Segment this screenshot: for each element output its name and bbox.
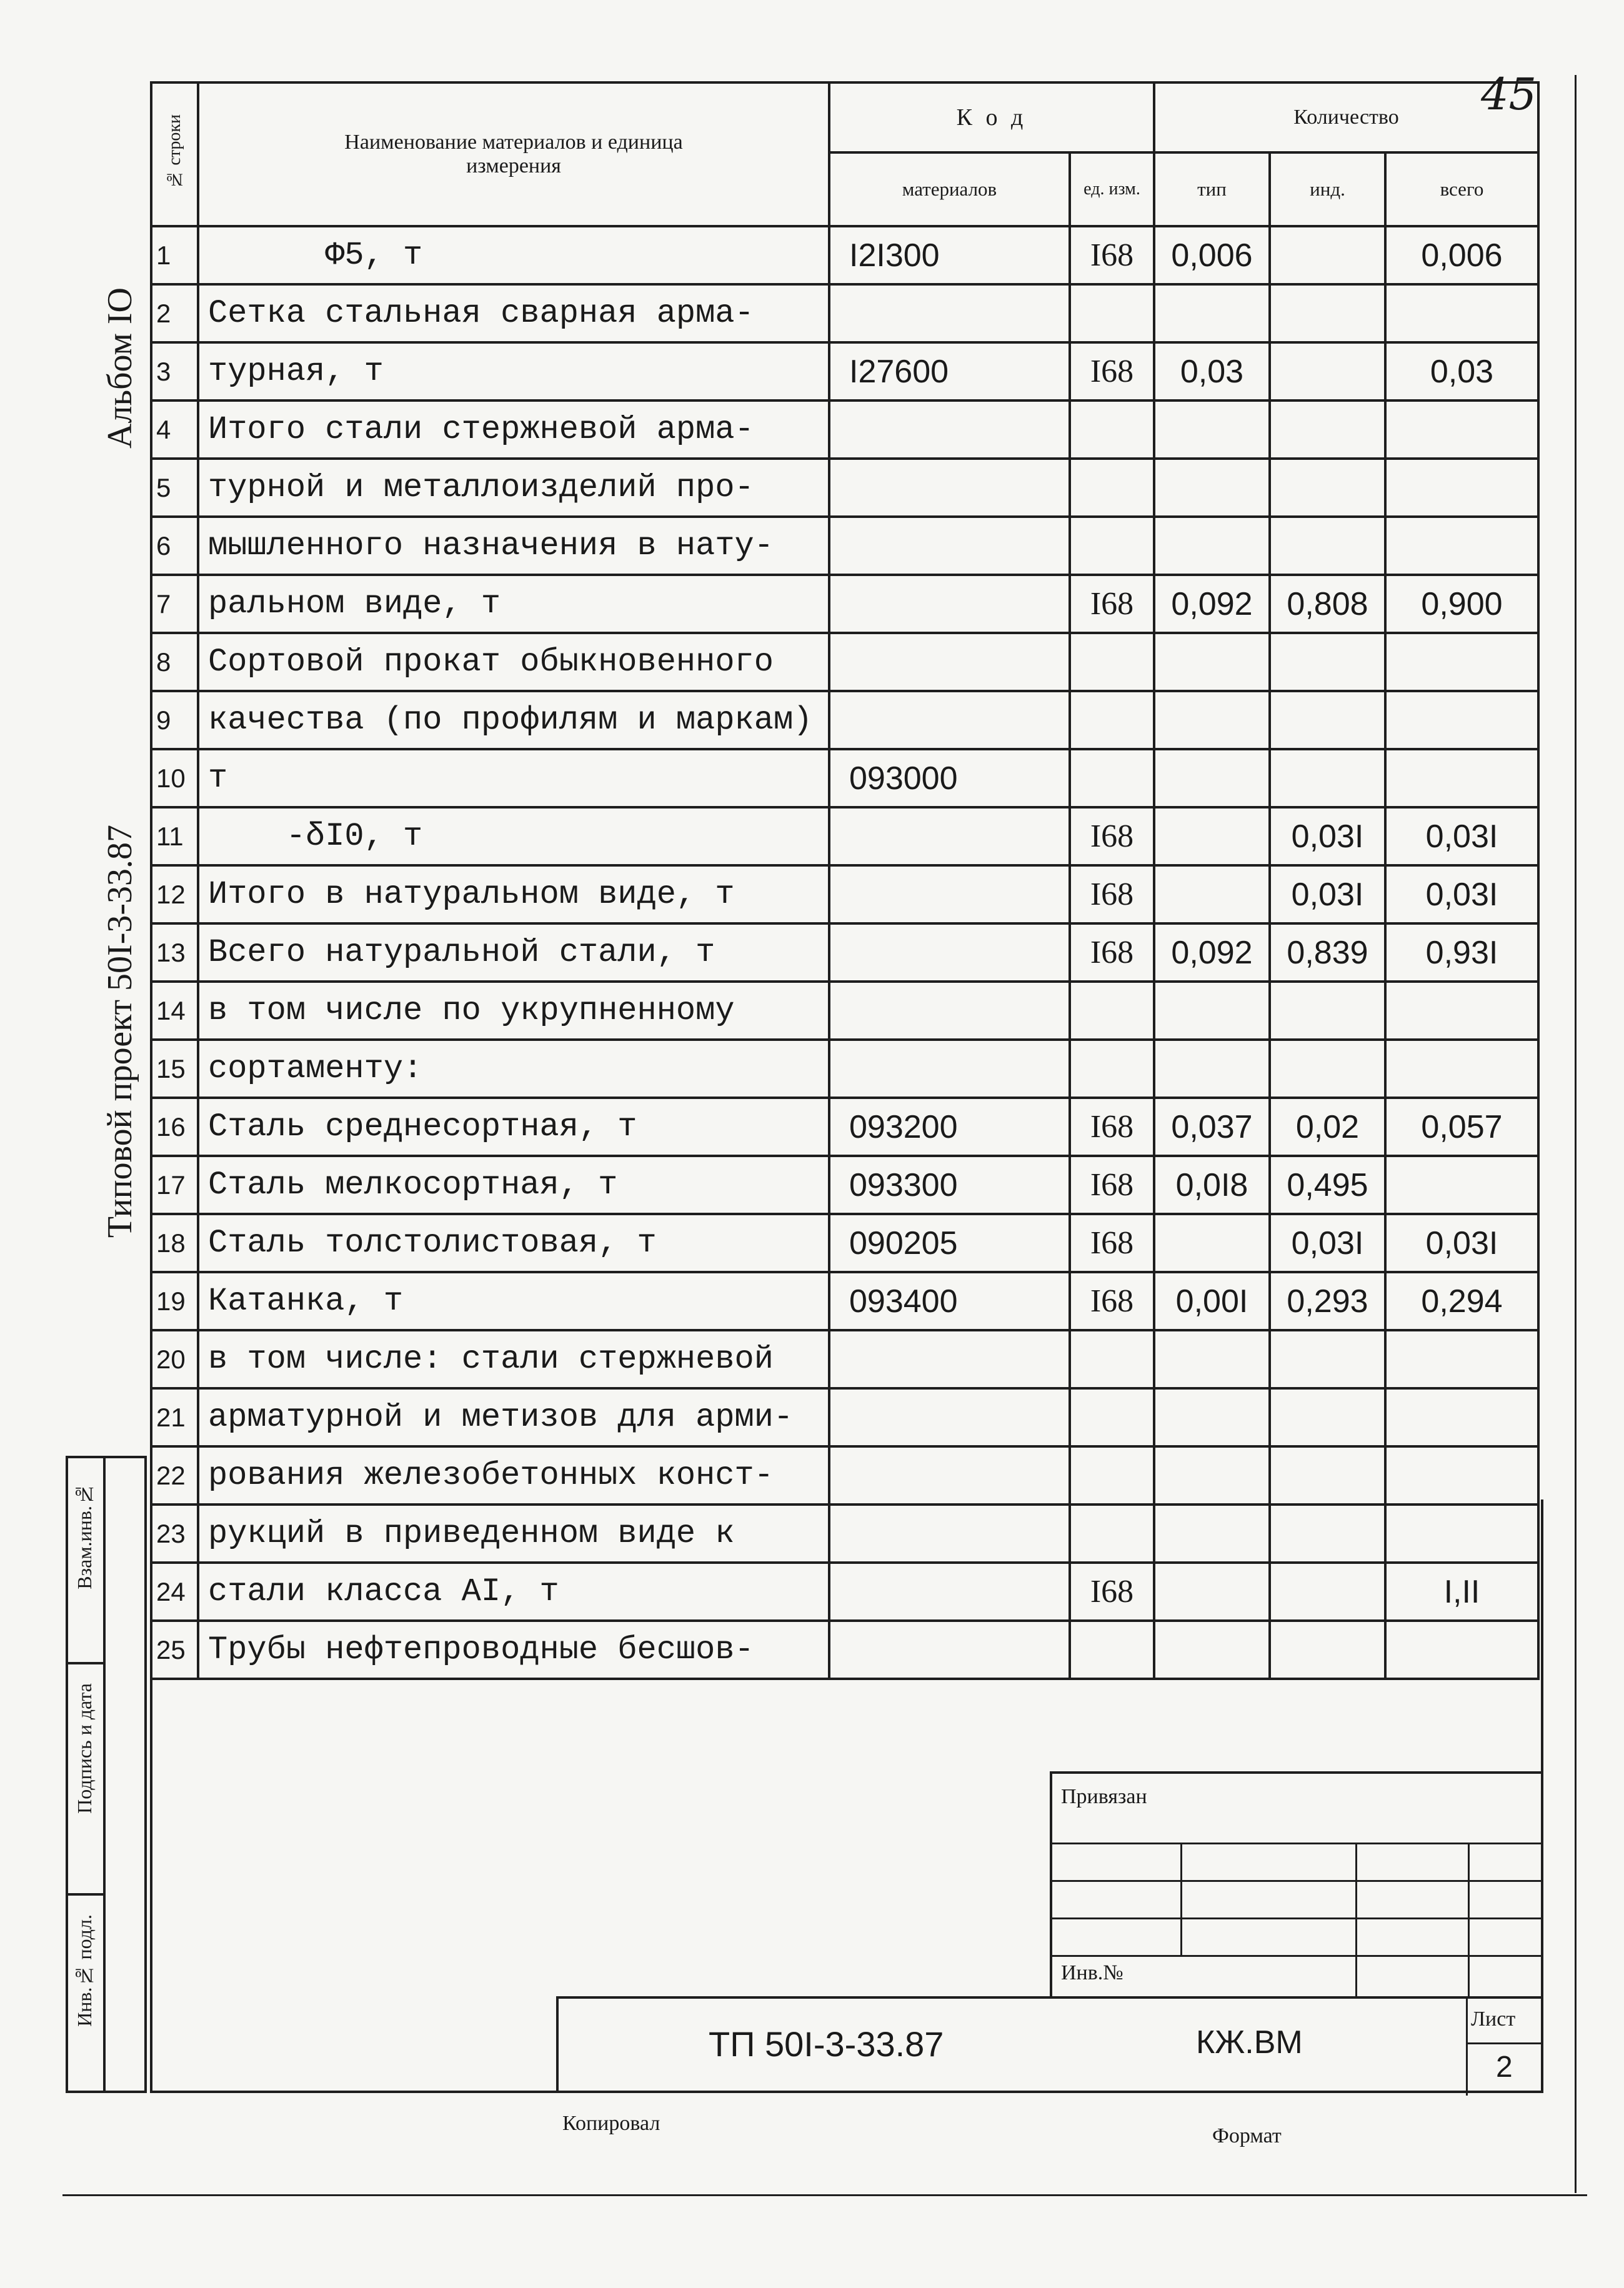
table-row (151, 517, 1538, 575)
row-qty-type (1154, 459, 1270, 517)
row-name: рования железобетонных конст- (198, 1446, 829, 1505)
row-material-code (829, 1446, 1070, 1505)
row-qty-ind (1270, 226, 1385, 284)
row-material-code: 093300 (829, 1156, 1070, 1214)
row-unit-code (1070, 1388, 1154, 1446)
row-qty-type (1154, 400, 1270, 459)
row-qty-ind: 0,02 (1270, 1098, 1385, 1156)
row-qty-ind (1270, 284, 1385, 342)
row-qty-ind (1270, 342, 1385, 400)
row-unit-code (1070, 400, 1154, 459)
table-row (151, 923, 1538, 982)
format-label: Формат (1212, 2124, 1282, 2147)
row-qty-total (1385, 749, 1538, 807)
row-unit-code (1070, 982, 1154, 1040)
row-number: 23 (151, 1505, 198, 1563)
materials-table (150, 81, 1540, 1680)
row-qty-type (1154, 1214, 1270, 1272)
row-qty-total: 0,294 (1385, 1272, 1538, 1330)
row-number: 22 (151, 1446, 198, 1505)
row-material-code (829, 982, 1070, 1040)
row-material-code (829, 633, 1070, 691)
row-qty-total (1385, 633, 1538, 691)
attachment-block (1050, 1771, 1543, 1996)
row-qty-total: I,II (1385, 1563, 1538, 1621)
row-number: 25 (151, 1621, 198, 1679)
row-qty-total: 0,93I (1385, 923, 1538, 982)
row-qty-ind: 0,495 (1270, 1156, 1385, 1214)
row-material-code: 090205 (829, 1214, 1070, 1272)
row-number: 13 (151, 923, 198, 982)
row-qty-ind: 0,03I (1270, 865, 1385, 923)
row-number: 16 (151, 1098, 198, 1156)
row-number: 10 (151, 749, 198, 807)
document-code: ТП 50I-3-33.87 (709, 2024, 944, 2064)
table-row (151, 633, 1538, 691)
row-material-code (829, 1330, 1070, 1388)
row-material-code (829, 400, 1070, 459)
row-qty-ind (1270, 691, 1385, 749)
sheet-label: Лист (1471, 2007, 1516, 2031)
row-name: рукций в приведенном виде к (198, 1505, 829, 1563)
row-unit-code (1070, 691, 1154, 749)
header-code-unit: ед. изм. (1070, 152, 1154, 226)
row-number: 15 (151, 1040, 198, 1098)
strip-label-orig-inv: Инв.№ подл. (73, 1914, 96, 2027)
row-material-code: 093000 (829, 749, 1070, 807)
table-row (151, 865, 1538, 923)
row-qty-total (1385, 1388, 1538, 1446)
row-qty-type (1154, 749, 1270, 807)
row-name: арматурной и метизов для арми- (198, 1388, 829, 1446)
row-unit-code: I68 (1070, 923, 1154, 982)
row-number: 18 (151, 1214, 198, 1272)
table-row (151, 284, 1538, 342)
row-number: 12 (151, 865, 198, 923)
row-unit-code (1070, 633, 1154, 691)
table-row (151, 459, 1538, 517)
row-qty-type (1154, 865, 1270, 923)
table-row (151, 400, 1538, 459)
row-unit-code: I68 (1070, 575, 1154, 633)
row-qty-type (1154, 284, 1270, 342)
row-qty-ind (1270, 633, 1385, 691)
row-name: Всего натуральной стали, т (198, 923, 829, 982)
row-qty-type (1154, 1040, 1270, 1098)
row-qty-type (1154, 1330, 1270, 1388)
row-number: 14 (151, 982, 198, 1040)
row-name: стали класса АI, т (198, 1563, 829, 1621)
row-qty-ind (1270, 1446, 1385, 1505)
right-divider (1575, 75, 1577, 2193)
row-number: 9 (151, 691, 198, 749)
sheet-number: 2 (1496, 2051, 1513, 2084)
row-qty-total (1385, 459, 1538, 517)
row-qty-ind (1270, 1388, 1385, 1446)
page-number: 45 (1481, 69, 1537, 120)
table-row (151, 749, 1538, 807)
row-unit-code (1070, 749, 1154, 807)
row-qty-ind: 0,839 (1270, 923, 1385, 982)
row-name: Трубы нефтепроводные бесшов- (198, 1621, 829, 1679)
row-qty-type (1154, 1446, 1270, 1505)
row-qty-ind (1270, 1330, 1385, 1388)
table-row (151, 1040, 1538, 1098)
row-number: 2 (151, 284, 198, 342)
row-material-code (829, 691, 1070, 749)
row-number: 20 (151, 1330, 198, 1388)
row-qty-ind (1270, 517, 1385, 575)
row-number: 1 (151, 226, 198, 284)
row-qty-ind (1270, 1040, 1385, 1098)
row-name: Сетка стальная сварная арма- (198, 284, 829, 342)
row-qty-ind (1270, 982, 1385, 1040)
table-row (151, 342, 1538, 400)
row-material-code: I27600 (829, 342, 1070, 400)
inv-no-label: Инв.№ (1061, 1961, 1123, 1984)
header-name: Наименование материалов и единица измерения (198, 82, 829, 226)
row-qty-type (1154, 807, 1270, 865)
header-row-no: № строки (151, 82, 198, 226)
left-stamp-strip (66, 1456, 147, 2093)
row-unit-code: I68 (1070, 865, 1154, 923)
bottom-divider (62, 2194, 1587, 2196)
header-qty-ind: инд. (1270, 152, 1385, 226)
row-qty-total: 0,03I (1385, 807, 1538, 865)
row-material-code: 093400 (829, 1272, 1070, 1330)
table-row (151, 1214, 1538, 1272)
row-qty-type: 0,006 (1154, 226, 1270, 284)
document-mark: КЖ.ВМ (1196, 2024, 1303, 2061)
row-qty-ind (1270, 459, 1385, 517)
header-code-material: материалов (829, 152, 1070, 226)
row-material-code (829, 807, 1070, 865)
strip-cell-orig-inv (68, 1896, 106, 2091)
header-qty-group: Количество (1154, 82, 1538, 152)
row-name: Катанка, т (198, 1272, 829, 1330)
row-qty-type (1154, 982, 1270, 1040)
table-row (151, 226, 1538, 284)
row-material-code (829, 459, 1070, 517)
table-row (151, 691, 1538, 749)
row-qty-type: 0,037 (1154, 1098, 1270, 1156)
row-qty-total (1385, 1156, 1538, 1214)
row-qty-total: 0,03I (1385, 865, 1538, 923)
row-material-code (829, 1040, 1070, 1098)
row-unit-code: I68 (1070, 1214, 1154, 1272)
row-qty-type: 0,092 (1154, 575, 1270, 633)
row-name: мышленного назначения в нату- (198, 517, 829, 575)
row-unit-code (1070, 517, 1154, 575)
project-label: Типовой проект 50I-3-33.87 (101, 825, 139, 1238)
row-qty-total (1385, 1446, 1538, 1505)
row-qty-total (1385, 982, 1538, 1040)
row-unit-code: I68 (1070, 807, 1154, 865)
row-unit-code: I68 (1070, 1156, 1154, 1214)
table-row (151, 982, 1538, 1040)
row-qty-total (1385, 284, 1538, 342)
row-name: Итого стали стержневой арма- (198, 400, 829, 459)
row-number: 21 (151, 1388, 198, 1446)
materials-table-body (151, 226, 1538, 1679)
row-unit-code (1070, 1330, 1154, 1388)
row-qty-total (1385, 400, 1538, 459)
row-number: 3 (151, 342, 198, 400)
row-number: 6 (151, 517, 198, 575)
copied-label: Копировал (562, 2112, 660, 2135)
table-row (151, 1388, 1538, 1446)
row-number: 19 (151, 1272, 198, 1330)
header-qty-type: тип (1154, 152, 1270, 226)
row-name: -δI0, т (198, 807, 829, 865)
row-number: 24 (151, 1563, 198, 1621)
attached-label: Привязан (1061, 1785, 1147, 1808)
row-unit-code (1070, 1446, 1154, 1505)
row-unit-code: I68 (1070, 1098, 1154, 1156)
album-label: Альбом IO (101, 287, 139, 449)
row-qty-ind (1270, 749, 1385, 807)
row-name: турная, т (198, 342, 829, 400)
header-qty-total: всего (1385, 152, 1538, 226)
row-name: Итого в натуральном виде, т (198, 865, 829, 923)
row-name: Сортовой прокат обыкновенного (198, 633, 829, 691)
table-row (151, 1446, 1538, 1505)
row-material-code: I2I300 (829, 226, 1070, 284)
row-unit-code: I68 (1070, 1272, 1154, 1330)
row-name: в том числе: стали стержневой (198, 1330, 829, 1388)
row-qty-ind (1270, 400, 1385, 459)
row-material-code (829, 865, 1070, 923)
table-row (151, 1272, 1538, 1330)
row-unit-code: I68 (1070, 226, 1154, 284)
row-qty-total (1385, 1330, 1538, 1388)
row-name: сортаменту: (198, 1040, 829, 1098)
row-name: качества (по профилям и маркам) (198, 691, 829, 749)
row-number: 11 (151, 807, 198, 865)
row-name: Сталь среднесортная, т (198, 1098, 829, 1156)
table-row (151, 1330, 1538, 1388)
row-name: Ф5, т (198, 226, 829, 284)
row-qty-type: 0,092 (1154, 923, 1270, 982)
row-unit-code (1070, 459, 1154, 517)
header-code-group: К о д (829, 82, 1154, 152)
row-name: турной и металлоизделий про- (198, 459, 829, 517)
row-name: т (198, 749, 829, 807)
row-qty-total: 0,03 (1385, 342, 1538, 400)
table-row (151, 807, 1538, 865)
row-unit-code: I68 (1070, 342, 1154, 400)
row-material-code (829, 923, 1070, 982)
row-qty-total (1385, 691, 1538, 749)
strip-label-signature: Подпись и дата (73, 1683, 96, 1814)
row-number: 7 (151, 575, 198, 633)
row-qty-type (1154, 517, 1270, 575)
row-qty-total: 0,057 (1385, 1098, 1538, 1156)
row-qty-ind: 0,03I (1270, 1214, 1385, 1272)
row-qty-ind: 0,03I (1270, 807, 1385, 865)
row-number: 17 (151, 1156, 198, 1214)
row-qty-type (1154, 1388, 1270, 1446)
row-qty-total: 0,900 (1385, 575, 1538, 633)
row-name: в том числе по укрупненному (198, 982, 829, 1040)
row-unit-code (1070, 284, 1154, 342)
row-material-code (829, 575, 1070, 633)
row-qty-ind: 0,808 (1270, 575, 1385, 633)
row-qty-total (1385, 517, 1538, 575)
table-row (151, 575, 1538, 633)
row-name: Сталь мелкосортная, т (198, 1156, 829, 1214)
row-number: 5 (151, 459, 198, 517)
table-row (151, 1098, 1538, 1156)
row-name: ральном виде, т (198, 575, 829, 633)
row-qty-ind: 0,293 (1270, 1272, 1385, 1330)
strip-label-replace-inv: Взам.инв.№ (73, 1483, 96, 1589)
row-material-code (829, 517, 1070, 575)
row-qty-type: 0,03 (1154, 342, 1270, 400)
row-qty-type: 0,0I8 (1154, 1156, 1270, 1214)
strip-cell-replace-inv (68, 1458, 106, 1664)
row-name: Сталь толстолистовая, т (198, 1214, 829, 1272)
row-unit-code (1070, 1040, 1154, 1098)
row-qty-total: 0,03I (1385, 1214, 1538, 1272)
title-block-main (556, 1996, 1543, 2093)
row-qty-type (1154, 691, 1270, 749)
row-unit-code: I68 (1070, 1563, 1154, 1621)
row-number: 4 (151, 400, 198, 459)
row-qty-total: 0,006 (1385, 226, 1538, 284)
row-material-code: 093200 (829, 1098, 1070, 1156)
row-material-code (829, 284, 1070, 342)
row-qty-type: 0,00I (1154, 1272, 1270, 1330)
row-qty-total (1385, 1040, 1538, 1098)
row-number: 8 (151, 633, 198, 691)
row-material-code (829, 1388, 1070, 1446)
strip-cell-signature (68, 1664, 106, 1896)
table-row (151, 1156, 1538, 1214)
row-qty-type (1154, 633, 1270, 691)
